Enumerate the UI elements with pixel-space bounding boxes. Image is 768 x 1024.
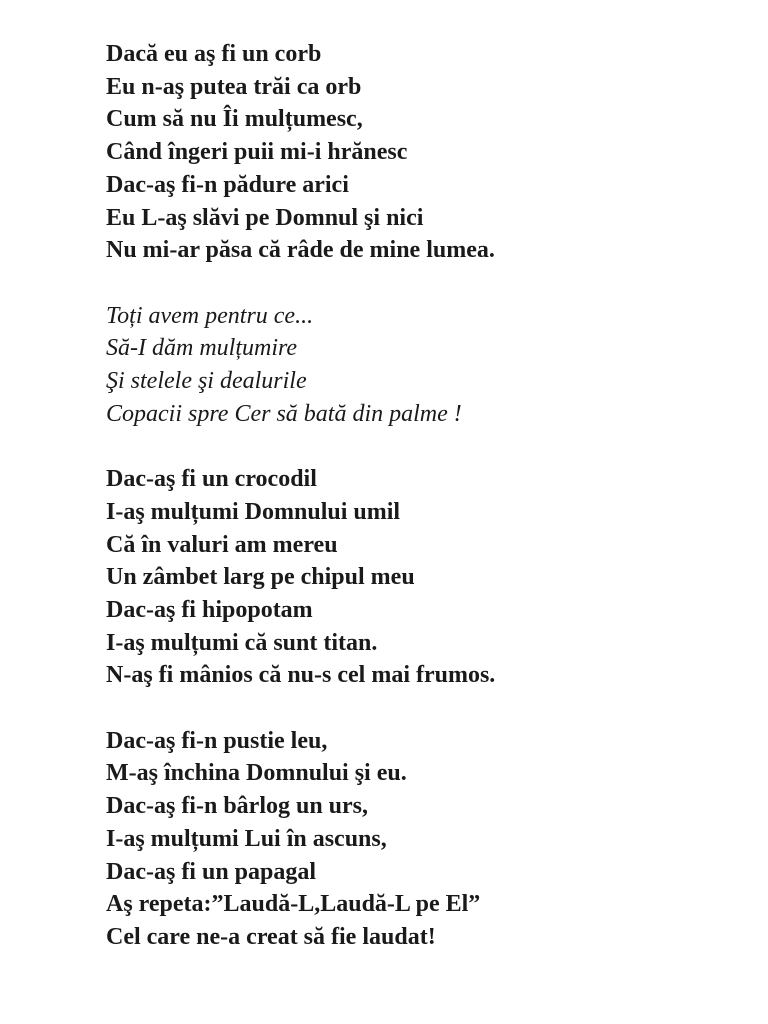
poem-line: I-aş mulțumi Domnului umil [106, 498, 401, 525]
poem [106, 38, 746, 954]
poem-line: M-aş închina Domnului şi eu. [106, 760, 407, 787]
poem-line: N-aş fi mânios că nu-s cel mai frumos. [106, 662, 496, 689]
poem-line: Eu L-aş slăvi pe Domnul şi nici [106, 204, 424, 231]
poem-line: Dac-aş fi un crocodil [106, 466, 317, 493]
poem-line: Dac-aş fi hipopotam [106, 596, 313, 623]
poem-line: Când îngeri puii mi-i hrănesc [106, 139, 408, 166]
poem-line: Să-I dăm mulțumire [106, 335, 298, 362]
stanza-1 [106, 38, 746, 267]
poem-line: Eu n-aş putea trăi ca orb [106, 73, 362, 100]
stanza-4 [106, 725, 746, 954]
poem-line: Dac-aş fi-n bârlog un urs, [106, 793, 369, 820]
poem-line: Un zâmbet larg pe chipul meu [106, 564, 415, 591]
poem-line: Nu mi-ar păsa că râde de mine lumea. [106, 237, 495, 264]
poem-line: Cel care ne-a creat să fie laudat! [106, 923, 436, 950]
poem-line: Dac-aş fi-n pustie leu, [106, 727, 328, 754]
poem-line: Copacii spre Cer să bată din palme ! [106, 400, 462, 427]
poem-line: Şi stelele şi dealurile [106, 368, 307, 395]
poem-line: I-aş mulțumi Lui în ascuns, [106, 825, 387, 852]
poem-line: Dacă eu aş fi un corb [106, 41, 322, 67]
stanza-2 [106, 300, 746, 431]
poem-line: Toți avem pentru ce... [106, 302, 314, 329]
poem-line: Dac-aş fi-n pădure arici [106, 171, 349, 198]
poem-line: Cum să nu Îi mulțumesc, [106, 106, 363, 133]
poem-line: Aş repeta:”Laudă-L,Laudă-L pe El” [106, 891, 481, 918]
poem-line: Că în valuri am mereu [106, 531, 338, 558]
poem-line: I-aş mulțumi că sunt titan. [106, 629, 378, 656]
poem-line: Dac-aş fi un papagal [106, 858, 317, 885]
stanza-3 [106, 463, 746, 692]
